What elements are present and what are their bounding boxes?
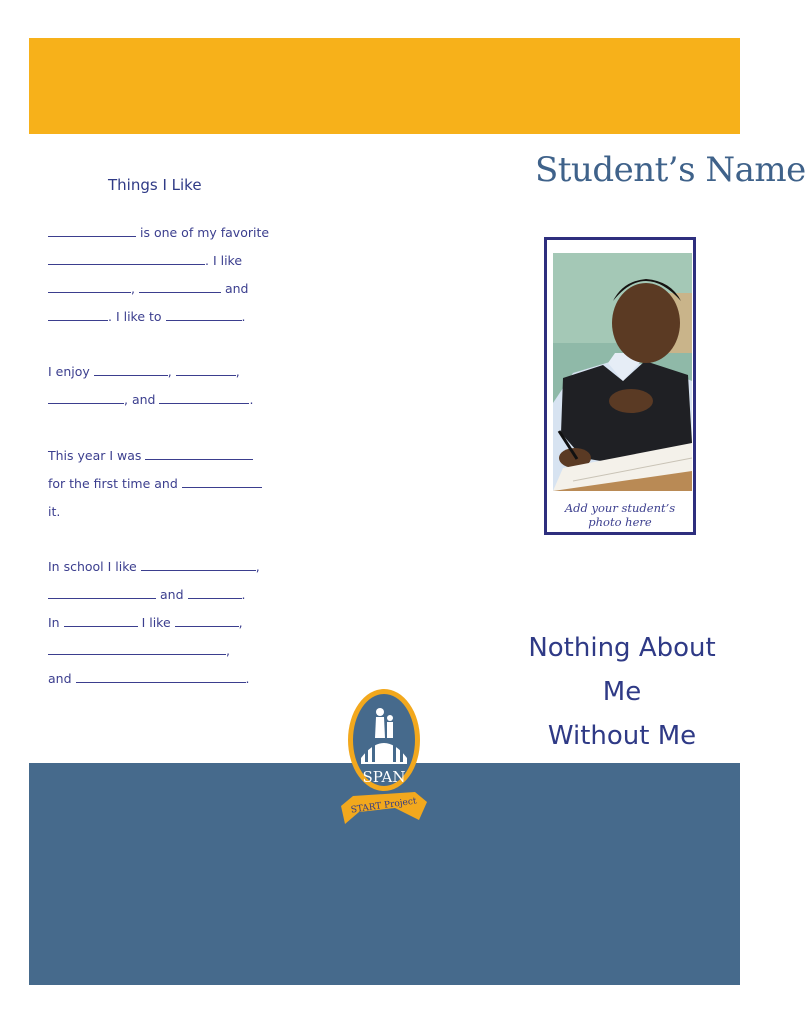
- fill-text: In school I like: [48, 559, 137, 574]
- blank-field[interactable]: [48, 253, 205, 265]
- school-line-4: [48, 643, 230, 658]
- blank-field[interactable]: [145, 448, 253, 460]
- blank-field[interactable]: [139, 281, 221, 293]
- school-line-2: [48, 587, 245, 602]
- fill-text: ,: [226, 643, 230, 658]
- fill-text: In: [48, 615, 60, 630]
- this-year-line-1: [48, 448, 253, 463]
- tagline-line-1: Nothing About Me: [528, 633, 716, 707]
- favorites-line-3: [48, 281, 248, 296]
- fill-text: it.: [48, 504, 61, 519]
- school-line-3: [48, 615, 243, 630]
- blank-field[interactable]: [48, 225, 136, 237]
- fill-text: and: [48, 671, 72, 686]
- fill-text: ,: [131, 281, 135, 296]
- top-color-band: [29, 38, 740, 134]
- fill-text: .: [245, 671, 250, 686]
- tagline-line-2: Without Me: [547, 721, 697, 751]
- blank-field[interactable]: [159, 392, 249, 404]
- logo-ribbon-text: START Project: [350, 796, 418, 816]
- blank-field[interactable]: [48, 309, 108, 321]
- span-start-project-logo: [335, 688, 433, 832]
- fill-text: .: [241, 309, 246, 324]
- fill-text: . I like to: [108, 309, 162, 324]
- this-year-line-2: [48, 476, 262, 491]
- things-i-like-title: Things I Like: [108, 176, 202, 194]
- blank-field[interactable]: [48, 281, 131, 293]
- fill-text: , and: [124, 392, 156, 407]
- favorites-line-2: [48, 253, 242, 268]
- tagline: [522, 626, 722, 758]
- student-photo-frame[interactable]: [544, 237, 696, 535]
- blank-field[interactable]: [188, 587, 242, 599]
- this-year-line-3: [48, 504, 60, 519]
- fill-text: and: [159, 587, 184, 602]
- fill-text: I enjoy: [48, 364, 90, 379]
- school-line-1: [48, 559, 260, 574]
- blank-field[interactable]: [94, 364, 168, 376]
- fill-text: .: [241, 587, 246, 602]
- fill-text: I like: [141, 615, 171, 630]
- fill-text: . I like: [205, 253, 243, 268]
- enjoy-line-1: [48, 364, 240, 379]
- blank-field[interactable]: [48, 587, 156, 599]
- photo-caption: Add your student’s photo here: [564, 501, 676, 529]
- blank-field[interactable]: [182, 476, 262, 488]
- fill-text: for the first time and: [48, 476, 178, 491]
- school-line-5: [48, 671, 250, 686]
- fill-text: ,: [235, 364, 240, 379]
- fill-text: is one of my favorite: [139, 225, 270, 240]
- blank-field[interactable]: [141, 559, 256, 571]
- logo-span-text: SPAN: [362, 768, 406, 786]
- blank-field[interactable]: [166, 309, 242, 321]
- blank-field[interactable]: [175, 615, 239, 627]
- blank-field[interactable]: [48, 643, 226, 655]
- blank-field[interactable]: [76, 671, 246, 683]
- blank-field[interactable]: [48, 392, 124, 404]
- fill-text: ,: [238, 615, 243, 630]
- blank-field[interactable]: [176, 364, 236, 376]
- fill-text: ,: [255, 559, 260, 574]
- fill-text: .: [249, 392, 254, 407]
- fill-text: ,: [167, 364, 172, 379]
- favorites-line-4: [48, 309, 246, 324]
- fill-text: and: [224, 281, 249, 296]
- favorites-line-1: [48, 225, 269, 240]
- enjoy-line-2: [48, 392, 253, 407]
- blank-field[interactable]: [64, 615, 138, 627]
- student-name-heading[interactable]: Student’s Name: [535, 150, 806, 190]
- fill-text: This year I was: [48, 448, 142, 463]
- student-photo: [553, 253, 692, 491]
